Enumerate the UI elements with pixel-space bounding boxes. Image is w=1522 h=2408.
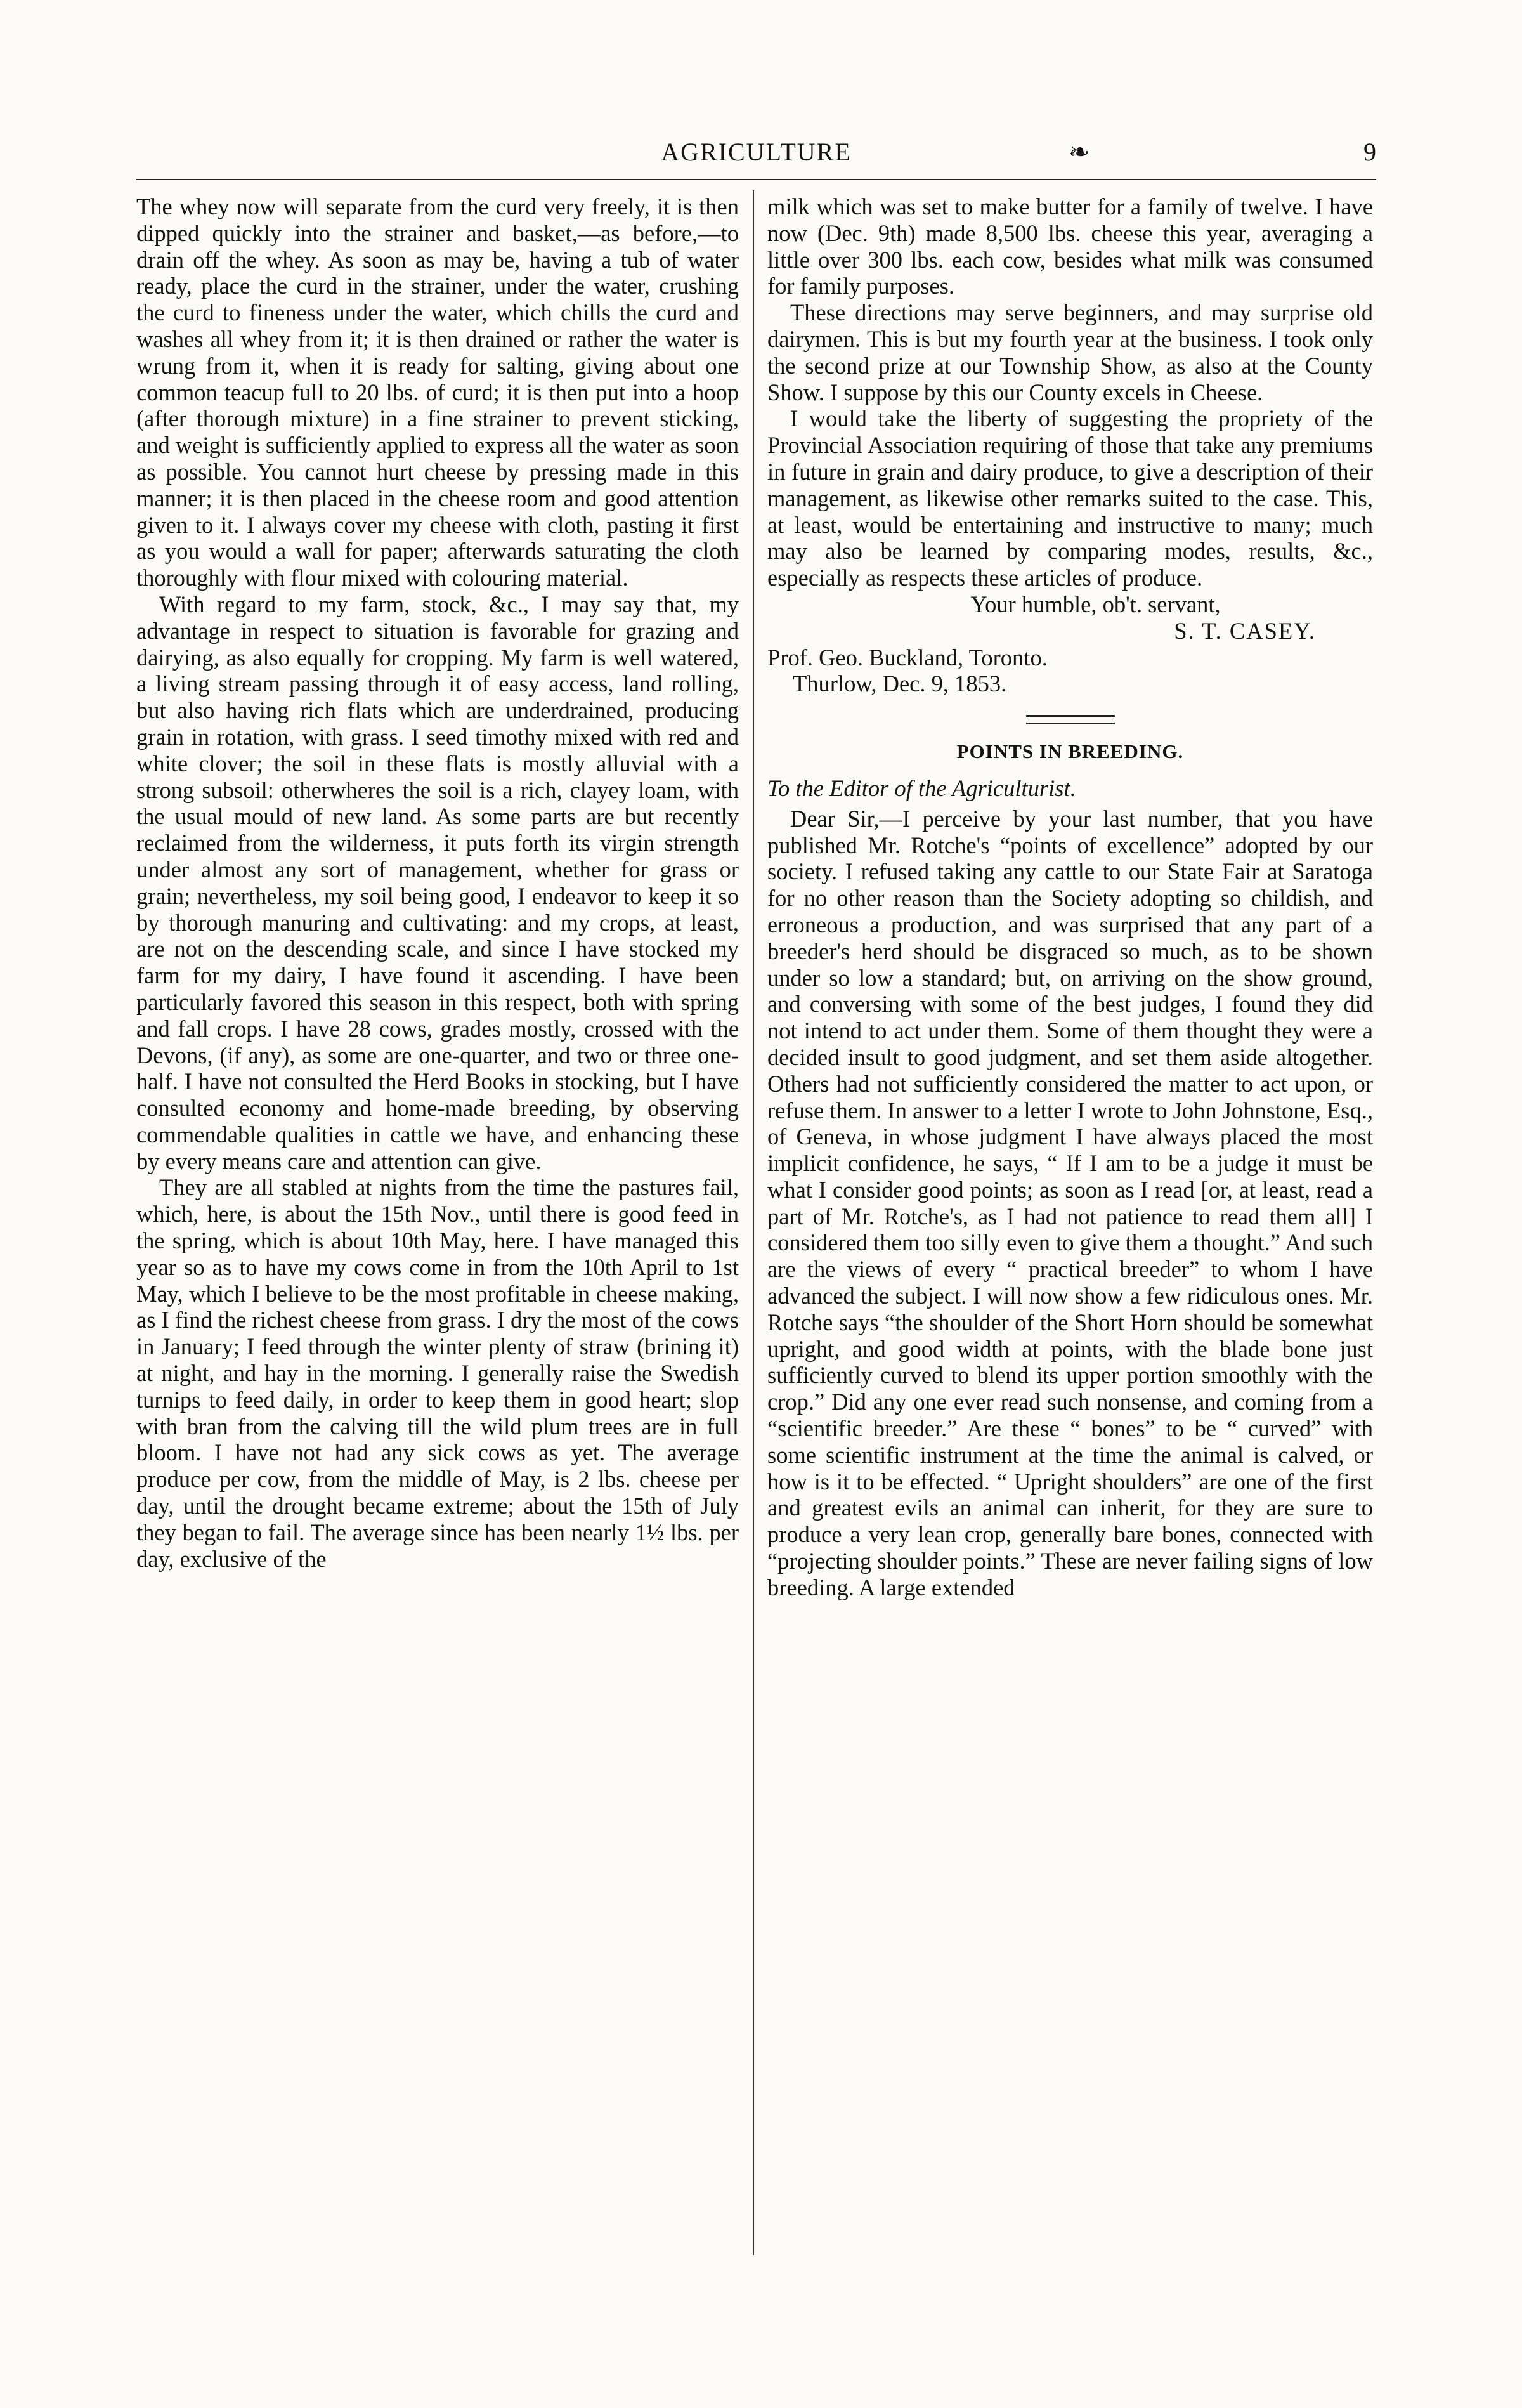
left-column (136, 193, 739, 2268)
letter-signature: S. T. CASEY. (1174, 617, 1316, 644)
fleuron-ornament-icon: ❧ (1069, 138, 1090, 166)
section-divider (1026, 715, 1115, 724)
column-divider (753, 190, 754, 2255)
paragraph-cheese-process: The whey now will separate from the curd very freely, it is then dipped quickly into the strainer and basket,—as before,—to drain off the whey. As soon as may be, having a tub of water ready, place the curd in the strainer, under the water, crushing the curd to fineness under the water, which chills the curd and washes all whey from it; it is then drained or rather the water is wrung from it, when it is ready for salting, giving about one common teacup full to 20 lbs. of curd; it is then put into a hoop (after thorough mixture) in a fine strainer to prevent sticking, and weight is sufficiently applied to express all the water as soon as possible. You cannot hurt cheese by pressing made in this manner; it is then placed in the cheese room and good attention given to it. I always cover my cheese with cloth, pasting it first as you would a wall for paper; afterwards saturating the cloth thoroughly with flour mixed with colouring material. (136, 193, 739, 591)
header-rule (136, 179, 1376, 181)
paragraph-directions: These directions may serve beginners, and may surprise old dairymen. This is but my fourth year at the business. I took only the second prize at our Township Show, as also at the County Show. I suppose by this our County excels in Cheese. (767, 299, 1373, 405)
paragraph-breeding-letter: Dear Sir,—I perceive by your last number, that you have published Mr. Rotche's “points of excellence” adopted by our society. I refused taking any cattle to our State Fair at Saratoga for no other reason than the Society adopting so childish, and erroneous a production, and was surprised that any part of a breeder's herd should be disgraced so much, as to be shown under so low a standard; but, on arriving on the show ground, and conversing with some of the best judges, I found they did not intend to act under them. Some of them thought they were a decided insult to good judgment, and set them aside altogether. Others had not sufficiently considered the matter to act upon, or refuse them. In answer to a letter I wrote to John Johnstone, Esq., of Geneva, in whose judgment I have always placed the most implicit confidence, he says, “ If I am to be a judge it must be what I consider good points; as soon as I read [or, at least, read a part of Mr. Rotche's, as I had not patience to read them all] I considered them too silly even to give them a thought.” And such are the views of every “ practical breeder” to whom I have advanced the subject. I will now show a few ridiculous ones. Mr. Rotche says “the shoulder of the Short Horn should be somewhat upright, and good width at points, with the blade bone just sufficiently curved to blend its upper portion smoothly with the crop.” Did any one ever read such nonsense, and coming from a “scientific breeder.” Are these “ bones” to be “ curved” with some scientific instrument at the time the animal is calved, or how is it to be effected. “ Upright shoulders” are one of the first and greatest evils an animal can inherit, for they are sure to produce a very lean crop, generally bare bones, connected with “projecting shoulder points.” These are never failing signs of low breeding. A large extended (767, 805, 1373, 1600)
paragraph-butter-continuation: milk which was set to make butter for a family of twelve. I have now (Dec. 9th) made 8,500 lbs. cheese this year, averaging a little over 300 lbs. each cow, besides what milk was consumed for family purposes. (767, 193, 1373, 299)
paragraph-suggestion: I would take the liberty of suggesting the propriety of the Provincial Association requiring of those that take any premiums in future in grain and dairy produce, to give a description of their management, as likewise other remarks suited to the case. This, at least, would be entertaining and instructive to many; much may also be learned by comparing modes, results, &c., especially as respects these articles of produce. (767, 405, 1373, 591)
paragraph-farm-stock: With regard to my farm, stock, &c., I may say that, my advantage in respect to situation is favorable for grazing and dairying, as also equally for cropping. My farm is well watered, a living stream passing through it of easy access, land rolling, but also having rich flats which are underdrained, producing grain in rotation, with grass. I seed timothy mixed with red and white clover; the soil in these flats is mostly alluvial with a strong subsoil: otherwheres the soil is a rich, clayey loam, with the usual mould of new land. As some parts are but recently reclaimed from the wilderness, it puts forth its virgin strength under almost any sort of management, whether for grass or grain; nevertheless, my soil being good, I endeavor to keep it so by thorough manuring and cultivating: and my crops, at least, are not on the descending scale, and since I have stocked my farm for my dairy, I have found it ascending. I have been particularly favored this season in this respect, both with spring and fall crops. I have 28 cows, grades mostly, crossed with the Devons, (if any), as some are one-quarter, and two or three one-half. I have not consulted the Herd Books in stocking, but I have consulted economy and home-made breeding, by observing commendable qualities in cattle we have, and enhancing these by every means care and attention can give. (136, 591, 739, 1174)
page-number: 9 (1363, 138, 1376, 166)
section-heading: POINTS IN BREEDING. (956, 740, 1184, 763)
letter-place-date: Thurlow, Dec. 9, 1853. (793, 671, 1007, 697)
paragraph-stabling-feeding: They are all stabled at nights from the time the pastures fail, which, here, is about the 15th Nov., until there is good feed in the spring, which is about 10th May, here. I have managed this year so as to have my cows come in from the 10th April to 1st May, which I believe to be the most profitable in cheese making, as I find the richest cheese from grass. I dry the most of the cows in January; I feed through the winter plenty of straw (brining it) at night, and hay in the morning. I generally raise the Swedish turnips to feed daily, in order to keep them in good heart; slop with bran from the calving till the wild plum trees are in full bloom. I have not had any sick cows as yet. The average produce per cow, from the middle of May, is 2 lbs. cheese per day, until the drought became extreme; about the 15th of July they began to fail. The average since has been nearly 1½ lbs. per day, exclusive of the (136, 1174, 739, 1572)
letter-closing: Your humble, ob't. servant, (970, 591, 1221, 617)
running-title: AGRICULTURE (661, 138, 852, 166)
page-header (136, 133, 1376, 171)
editor-address: To the Editor of the Agriculturist. (767, 775, 1076, 801)
right-column (767, 193, 1373, 2268)
letter-recipient: Prof. Geo. Buckland, Toronto. (767, 644, 1048, 671)
